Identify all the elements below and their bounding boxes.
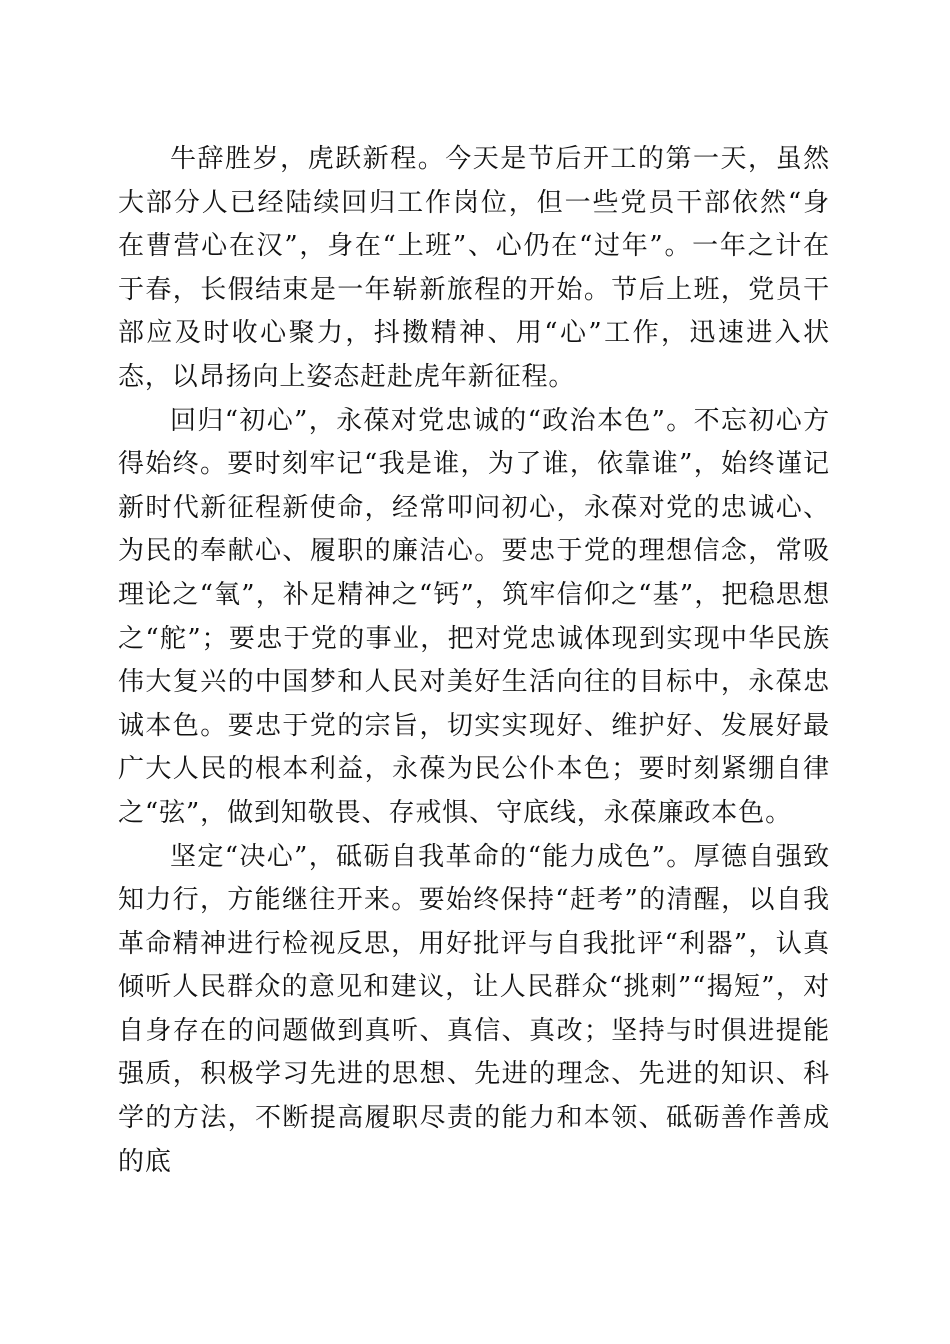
paragraph-2: 回归“初心”，永葆对党忠诚的“政治本色”。不忘初心方得始终。要时刻牢记“我是谁，为了谁，依靠谁”，始终谨记新时代新征程新使命，经常叩问初心，永葆对党的忠诚心、为民的奉献心、履职的廉洁心。要忠于党的理想信念，常吸理论之“氧”，补足精神之“钙”，筑牢信仰之“基”，把稳思想之“舵”；要忠于党的事业，把对党忠诚体现到实现中华民族伟大复兴的中国梦和人民对美好生活向往的目标中，永葆忠诚本色。要忠于党的宗旨，切实实现好、维护好、发展好最广大人民的根本利益，永葆为民公仆本色；要时刻紧绷自律之“弦”，做到知敬畏、存戒惧、守底线，永葆廉政本色。 <box>118 405 830 828</box>
document-body <box>118 138 830 1184</box>
paragraph-3: 坚定“决心”，砥砺自我革命的“能力成色”。厚德自强致知力行，方能继往开来。要始终保持“赶考”的清醒，以自我革命精神进行检视反思，用好批评与自我批评“利器”，认真倾听人民群众的意见和建议，让人民群众“挑刺”“揭短”，对自身存在的问题做到真听、真信、真改；坚持与时俱进提能强质，积极学习先进的思想、先进的理念、先进的知识、科学的方法，不断提高履职尽责的能力和本领、砥砺善作善成的底 <box>118 841 830 1177</box>
paragraph-1: 牛辞胜岁，虎跃新程。今天是节后开工的第一天，虽然大部分人已经陆续回归工作岗位，但一些党员干部依然“身在曹营心在汉”，身在“上班”、心仍在“过年”。一年之计在于春，长假结束是一年崭新旅程的开始。节后上班，党员干部应及时收心聚力，抖擞精神、用“心”工作，迅速进入状态，以昂扬向上姿态赶赴虎年新征程。 <box>118 144 830 392</box>
